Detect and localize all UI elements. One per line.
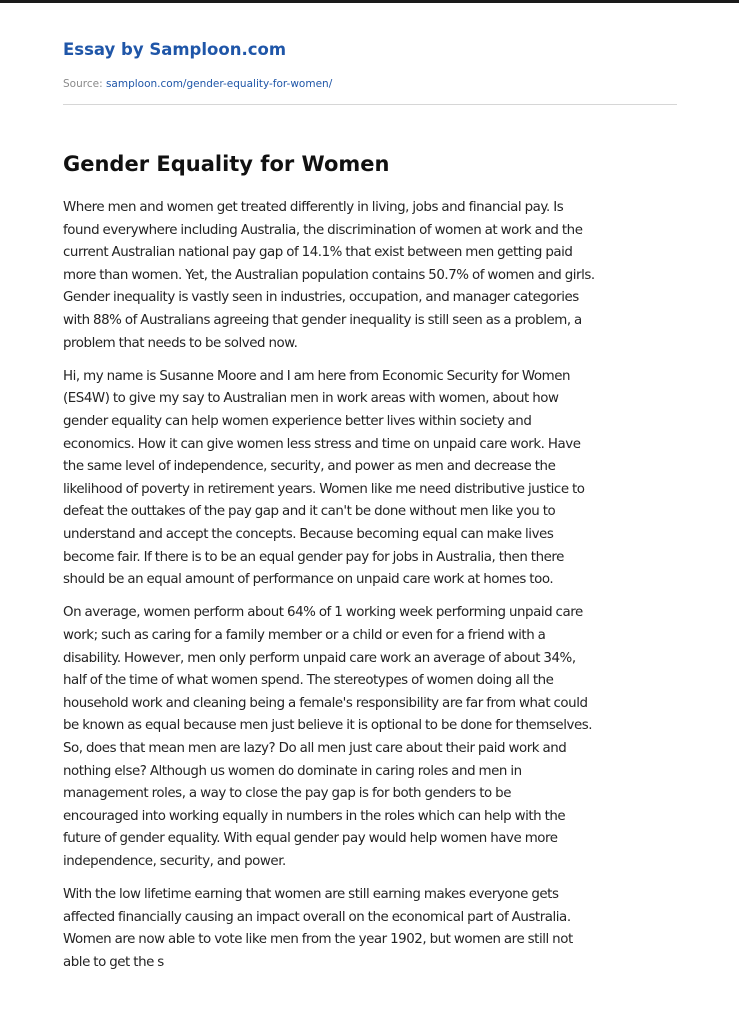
paragraph-line: become fair. If there is to be an equal gender pay for jobs in Australia, then there bbox=[63, 549, 564, 565]
paragraph-line: with 88% of Australians agreeing that gender inequality is still seen as a problem, a bbox=[63, 312, 582, 328]
paragraph-line: able to get the s bbox=[63, 955, 164, 971]
paragraph-line: should be an equal amount of performance on unpaid care work at homes too. bbox=[63, 572, 554, 588]
paragraph-line: current Australian national pay gap of 14.1% that exist between men getting paid bbox=[63, 245, 573, 261]
paragraph-line: Where men and women get treated differently in living, jobs and financial pay. Is bbox=[63, 200, 564, 215]
paragraph-line: future of gender equality. With equal gender pay would help women have more bbox=[63, 831, 558, 847]
paragraph-line: household work and cleaning being a female's responsibility are far from what could bbox=[63, 695, 588, 711]
paragraph-line: half of the time of what women spend. The stereotypes of women doing all the bbox=[63, 673, 554, 689]
paragraph-line: defeat the outtakes of the pay gap and it can't be done without men like you to bbox=[63, 504, 556, 520]
paragraph-line: work; such as caring for a family member or a child or even for a friend with a bbox=[63, 628, 546, 644]
document-page bbox=[63, 38, 678, 985]
paragraph-line: encouraged into working equally in numbers in the roles which can help with the bbox=[63, 808, 566, 824]
paragraph-line: On average, women perform about 64% of 1 working week performing unpaid care bbox=[63, 605, 583, 621]
paragraph-line: affected financially causing an impact overall on the economical part of Australia. bbox=[63, 909, 571, 925]
paragraph-line: (ES4W) to give my say to Australian men in work areas with women, about how bbox=[63, 391, 559, 407]
paragraph-line: more than women. Yet, the Australian population contains 50.7% of women and girls. bbox=[63, 267, 595, 283]
essay-paragraph bbox=[63, 366, 678, 592]
paragraph-line: management roles, a way to close the pay gap is for both genders to be bbox=[63, 786, 511, 802]
header-divider bbox=[63, 104, 677, 105]
site-brand: Essay by Samploon.com bbox=[63, 40, 287, 59]
paragraph-line: problem that needs to be solved now. bbox=[63, 335, 298, 351]
paragraph-line: So, does that mean men are lazy? Do all men just care about their paid work and bbox=[63, 741, 567, 757]
paragraph-line: likelihood of poverty in retirement years. Women like me need distributive justice to bbox=[63, 481, 585, 497]
paragraph-line: Hi, my name is Susanne Moore and I am here from Economic Security for Women bbox=[63, 368, 571, 384]
essay-title: Gender Equality for Women bbox=[63, 152, 390, 176]
essay-paragraph bbox=[63, 884, 678, 974]
top-border bbox=[0, 0, 739, 3]
paragraph-line: the same level of independence, security, and power as men and decrease the bbox=[63, 459, 556, 475]
source-line bbox=[63, 76, 678, 92]
essay-paragraph bbox=[63, 197, 678, 355]
paragraph-line: nothing else? Although us women do dominate in caring roles and men in bbox=[63, 763, 522, 779]
paragraph-line: With the low lifetime earning that women are still earning makes everyone gets bbox=[63, 887, 559, 903]
paragraph-line: gender equality can help women experience better lives within society and bbox=[63, 414, 532, 430]
paragraph-line: understand and accept the concepts. Because becoming equal can make lives bbox=[63, 527, 554, 542]
paragraph-line: disability. However, men only perform unpaid care work an average of about 34%, bbox=[63, 650, 576, 666]
paragraph-line: found everywhere including Australia, the discrimination of women at work and the bbox=[63, 222, 583, 238]
paragraph-line: be known as equal because men just believe it is optional to be done for themselves. bbox=[63, 718, 593, 734]
essay-body bbox=[63, 197, 678, 975]
paragraph-line: independence, security, and power. bbox=[63, 854, 286, 869]
source-link[interactable]: samploon.com/gender-equality-for-women/ bbox=[105, 78, 333, 90]
essay-paragraph bbox=[63, 602, 678, 873]
paragraph-line: economics. How it can give women less stress and time on unpaid care work. Have bbox=[63, 436, 581, 452]
paragraph-line: Gender inequality is vastly seen in industries, occupation, and manager categories bbox=[63, 290, 579, 306]
source-label: Source: bbox=[63, 78, 103, 90]
paragraph-line: Women are now able to vote like men from the year 1902, but women are still not bbox=[63, 932, 573, 948]
